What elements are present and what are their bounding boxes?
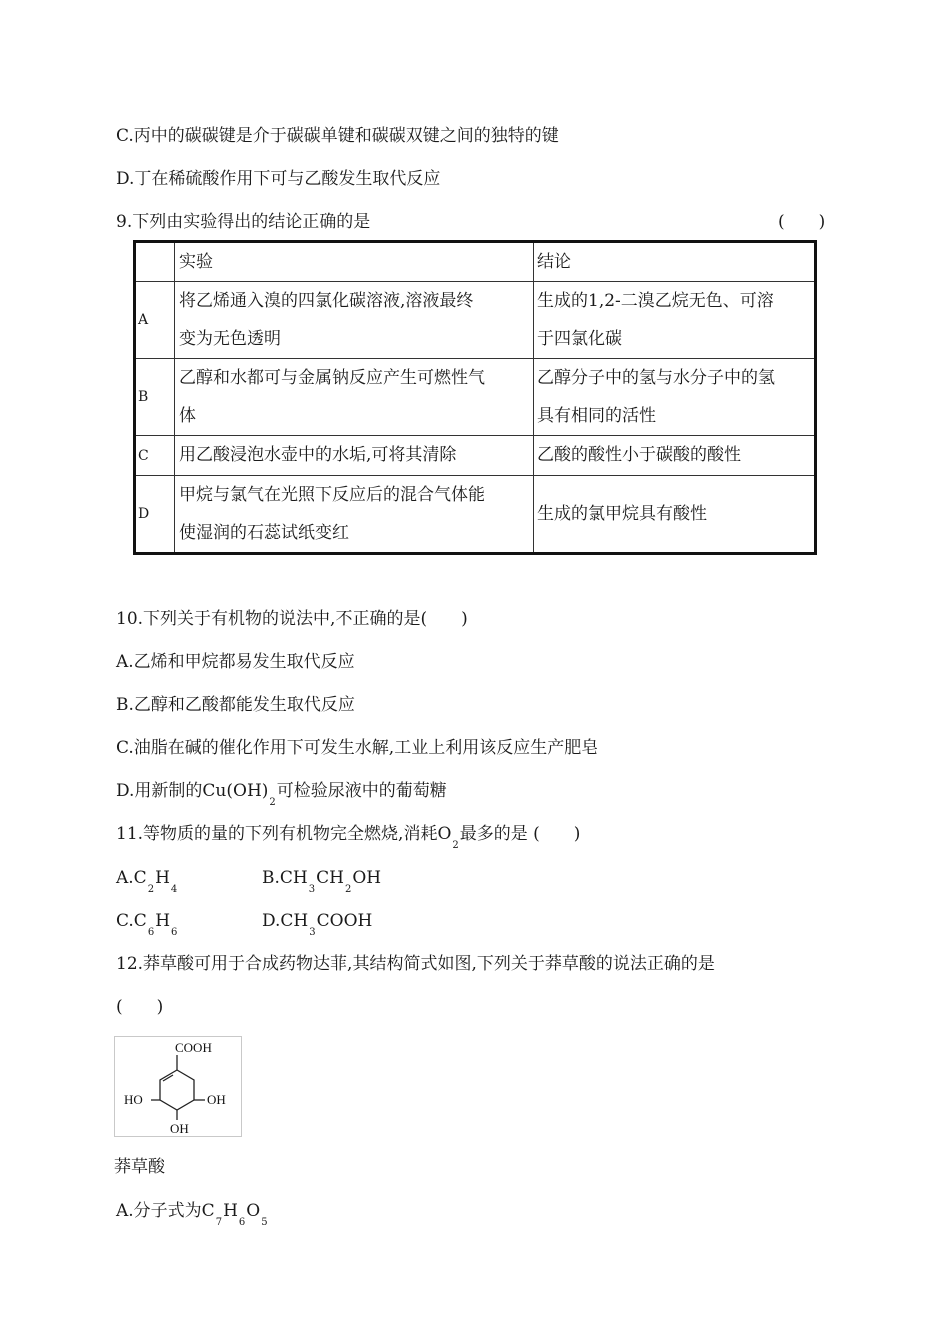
cell-line: 具有相同的活性 [537,406,656,426]
formula-part: CH [316,868,344,888]
stem-text: 11.等物质的量的下列有机物完全燃烧,消耗O [116,824,452,844]
question-12-answer-blank: ( ) [116,997,164,1017]
option-12a [116,1199,269,1226]
formula-part: H [155,911,171,931]
table-row [135,359,816,436]
option-10d [116,779,447,806]
question-9-answer-blank: ( ) [778,212,826,232]
conclusion-cell [534,282,816,359]
subscript: 6 [238,1217,246,1228]
option-11b [262,866,381,893]
formula-part: A.C [116,868,147,888]
subscript: 2 [344,884,352,895]
row-label: C [135,436,175,476]
formula-part: COOH [316,911,373,931]
row-label: A [135,282,175,359]
option-text: D.用新制的Cu(OH) [116,781,269,801]
subscript: 7 [215,1217,223,1228]
table-header-row [135,242,816,282]
cell-line: 体 [179,406,196,426]
conclusion-cell [534,359,816,436]
table-row [135,282,816,359]
formula-part: H [155,868,170,888]
cell-line: 生成的氯甲烷具有酸性 [537,504,707,524]
experiment-cell [175,476,534,554]
option-10b: B.乙醇和乙酸都能发生取代反应 [116,695,355,715]
conclusion-cell [534,436,816,476]
option-8d: D.丁在稀硫酸作用下可与乙酸发生取代反应 [116,169,441,189]
question-10-stem: 10.下列关于有机物的说法中,不正确的是( ) [116,609,468,629]
cell-line: 乙酸的酸性小于碳酸的酸性 [537,445,741,465]
option-10c: C.油脂在碱的催化作用下可发生水解,工业上利用该反应生产肥皂 [116,738,599,758]
option-8c: C.丙中的碳碳键是介于碳碳单键和碳碳双键之间的独特的键 [116,126,559,146]
conclusion-cell [534,476,816,554]
subscript: 2 [147,884,155,895]
subscript: 4 [170,884,178,895]
experiment-cell [175,359,534,436]
cell-line: 用乙酸浸泡水壶中的水垢,可将其清除 [179,445,457,465]
subscript: 2 [269,797,276,808]
cooh-label: COOH [175,1040,212,1055]
formula-part: A.分子式为C [116,1201,215,1221]
formula-part: H [223,1201,238,1221]
option-text: 可检验尿液中的葡萄糖 [276,781,447,801]
formula-part: C.C [116,911,147,931]
table-row [135,436,816,476]
cell-line: 乙醇分子中的氢与水分子中的氢 [537,368,775,388]
subscript: 5 [261,1217,268,1228]
ring [160,1070,194,1110]
header-conclusion: 结论 [534,242,816,282]
row-label: D [135,476,175,554]
structure-diagram [115,1037,241,1136]
experiment-cell [175,436,534,476]
shikimic-acid-structure [114,1036,242,1137]
table-row [135,476,816,554]
subscript: 3 [308,884,316,895]
cell-line: 变为无色透明 [179,329,281,349]
formula-part: O [246,1201,261,1221]
experiment-cell [175,282,534,359]
row-label: B [135,359,175,436]
cell-line: 使湿润的石蕊试纸变红 [179,523,349,543]
subscript: 6 [171,927,178,938]
subscript: 6 [147,927,155,938]
ho-label: HO [124,1092,143,1107]
subscript: 3 [309,927,316,938]
question-12-stem: 12.莽草酸可用于合成药物达菲,其结构简式如图,下列关于莽草酸的说法正确的是 [116,954,715,974]
question-11-stem [116,822,580,849]
formula-part: D.CH [262,911,309,931]
structure-caption: 莽草酸 [114,1157,165,1177]
cell-line: 生成的1,2-二溴乙烷无色、可溶 [537,291,774,311]
oh-bottom-label: OH [170,1121,189,1136]
cell-line: 将乙烯通入溴的四氯化碳溶液,溶液最终 [179,291,474,311]
header-experiment: 实验 [175,242,534,282]
cell-line: 乙醇和水都可与金属钠反应产生可燃性气 [179,368,485,388]
header-blank [135,242,175,282]
subscript: 2 [452,840,459,851]
option-11a [116,866,178,893]
question-9-stem: 9.下列由实验得出的结论正确的是 [116,212,371,232]
formula-part: OH [352,868,382,888]
cell-line: 于四氯化碳 [537,329,622,349]
experiment-table [133,240,817,555]
stem-text: 最多的是 ( ) [459,824,581,844]
option-10a: A.乙烯和甲烷都易发生取代反应 [116,652,355,672]
option-11d [262,909,372,936]
oh-right-label: OH [207,1092,226,1107]
formula-part: B.CH [262,868,308,888]
option-11c [116,909,178,936]
cell-line: 甲烷与氯气在光照下反应后的混合气体能 [179,485,485,505]
